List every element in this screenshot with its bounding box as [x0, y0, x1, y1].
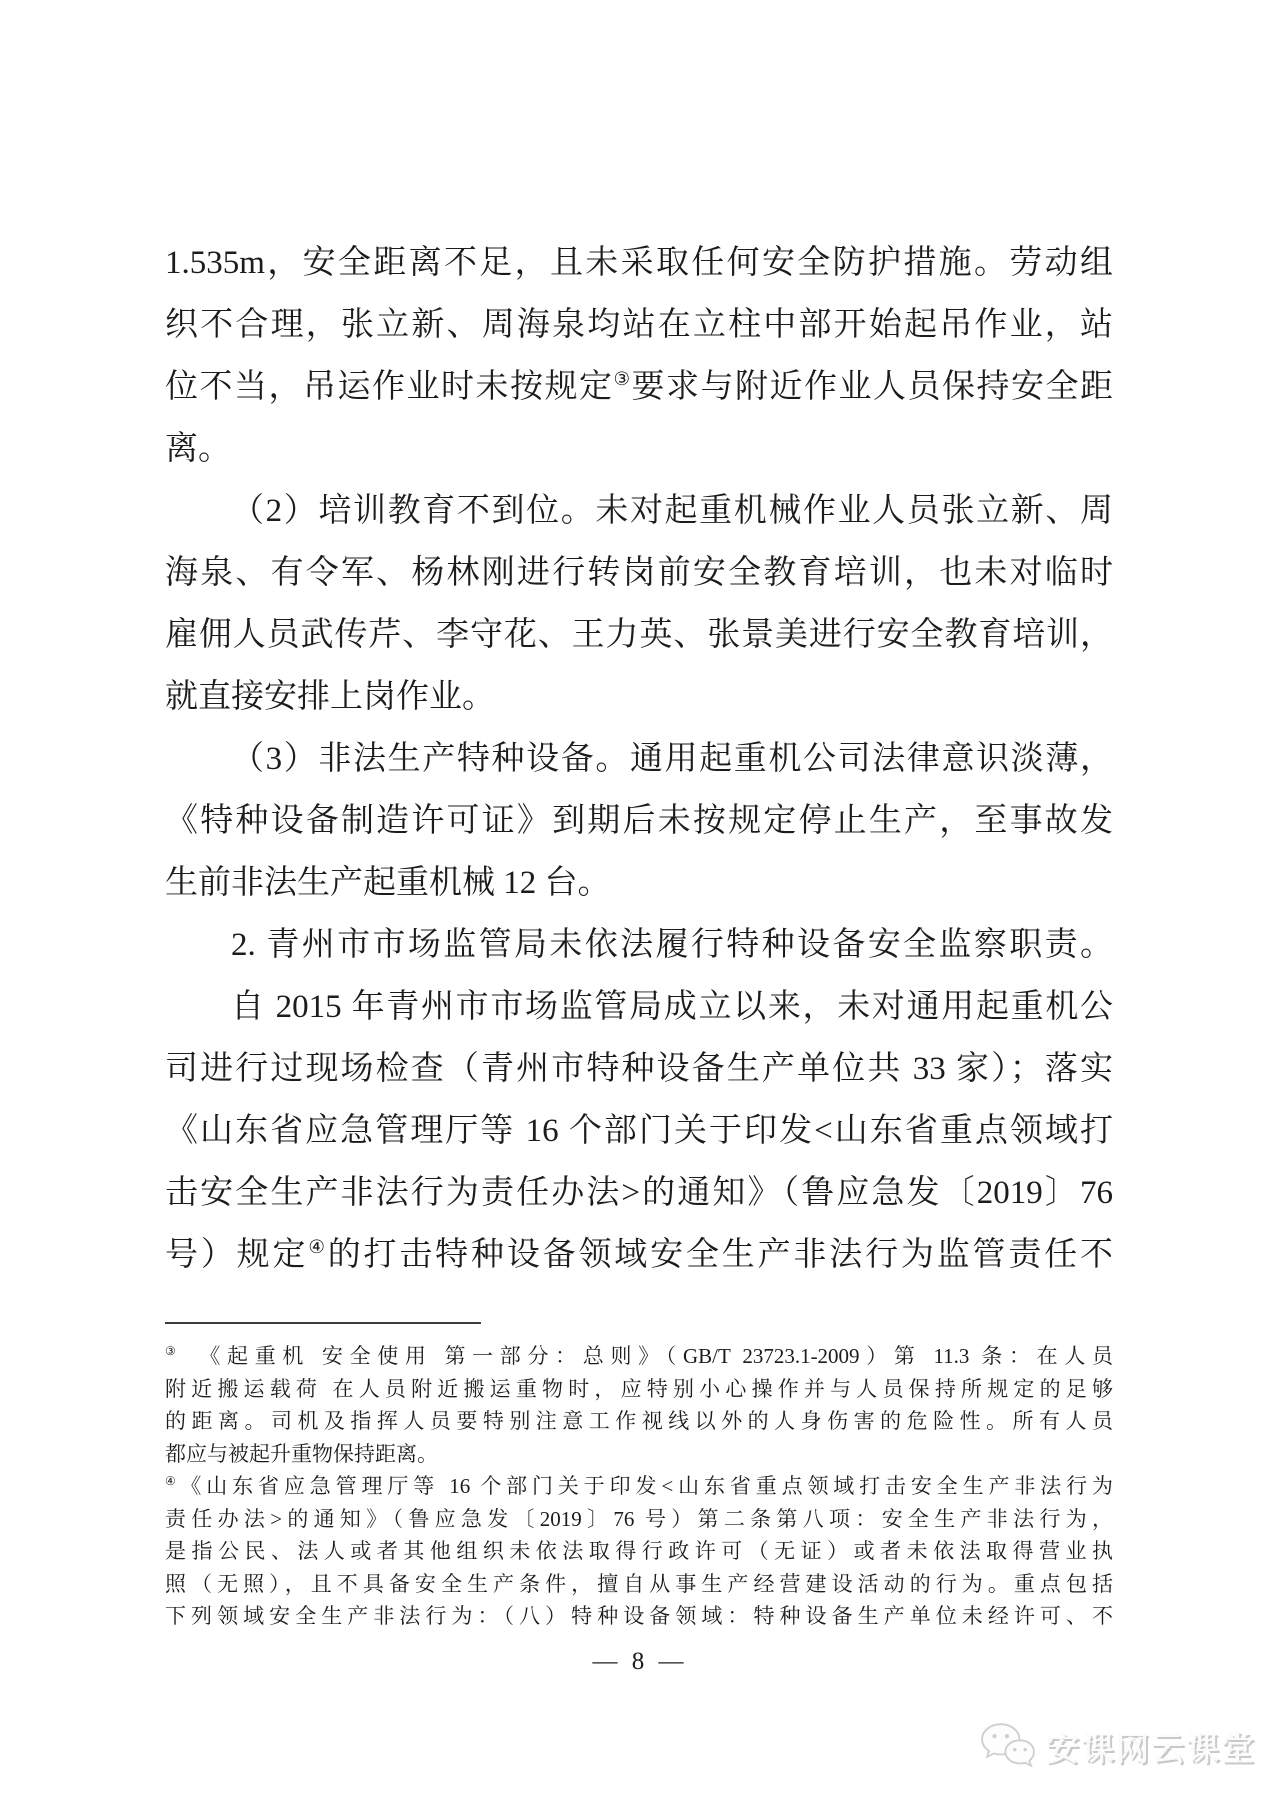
body-line: 1.535m，安全距离不足，且未采取任何安全防护措施。劳动组 — [165, 245, 1113, 281]
body-line: （2）培训教育不到位。未对起重机械作业人员张立新、周 — [231, 493, 1113, 529]
footnote-line: ③ 《起重机 安全使用 第一部分：总则》（GB/T 23723.1-2009）第 11.3 条：在人员 — [165, 1344, 1113, 1368]
body-line: （3）非法生产特种设备。通用起重机公司法律意识淡薄， — [231, 741, 1113, 777]
footnote-ref: ③ — [613, 369, 632, 389]
watermark-text: 安课网云课堂 — [1046, 1729, 1256, 1767]
body-line: 击安全生产非法行为责任办法>的通知》（鲁应急发〔2019〕76 — [165, 1175, 1113, 1211]
footnote-line: 附近搬运载荷 在人员附近搬运重物时，应特别小心操作并与人员保持所规定的足够 — [165, 1376, 1113, 1401]
watermark — [980, 1722, 1256, 1770]
body-line: 2. 青州市市场监管局未依法履行特种设备安全监察职责。 — [231, 927, 1113, 963]
body-line: 位不当，吊运作业时未按规定③要求与附近作业人员保持安全距 — [165, 369, 1114, 405]
footnote-line: 下列领域安全生产非法行为：（八）特种设备领域：特种设备生产单位未经许可、不 — [165, 1604, 1113, 1628]
footnote-line: 是指公民、法人或者其他组织未依法取得行政许可（无证）或者未依法取得营业执 — [165, 1539, 1113, 1563]
body-line: 雇佣人员武传芹、李守花、王力英、张景美进行安全教育培训， — [165, 617, 1113, 653]
body-line: 司进行过现场检查（青州市特种设备生产单位共 33 家）；落实 — [165, 1051, 1113, 1087]
footnote-line: 照（无照），且不具备安全生产条件，擅自从事生产经营建设活动的行为。重点包括 — [165, 1571, 1113, 1596]
body-line: 离。 — [165, 431, 231, 467]
footnote-line: ④《山东省应急管理厅等 16 个部门关于印发<山东省重点领域打击安全生产非法行为 — [165, 1474, 1113, 1498]
footnote-separator — [165, 1322, 481, 1324]
footnote-line: 责任办法>的通知》（鲁应急发〔2019〕76 号）第二条第八项：安全生产非法行为， — [165, 1506, 1113, 1531]
body-line: 《特种设备制造许可证》到期后未按规定停止生产，至事故发 — [165, 803, 1113, 839]
body-line: 织不合理，张立新、周海泉均站在立柱中部开始起吊作业，站 — [165, 307, 1113, 343]
footnote-line: 的距离。司机及指挥人员要特别注意工作视线以外的人身伤害的危险性。所有人员 — [165, 1409, 1113, 1433]
body-line: 号）规定④的打击特种设备领域安全生产非法行为监管责任不 — [165, 1237, 1114, 1273]
body-line: 自 2015 年青州市市场监管局成立以来，未对通用起重机公 — [231, 989, 1113, 1025]
body-line: 就直接安排上岗作业。 — [165, 679, 495, 715]
footnotes — [165, 1340, 1113, 1633]
footnote-ref: ④ — [308, 1237, 328, 1257]
body-line: 生前非法生产起重机械 12 台。 — [165, 865, 611, 901]
body-line: 《山东省应急管理厅等 16 个部门关于印发<山东省重点领域打 — [165, 1113, 1113, 1149]
page-number: — 8 — — [592, 1648, 688, 1675]
footnote-ref: ③ — [165, 1345, 183, 1358]
body-text — [165, 232, 1113, 1286]
footnote-ref: ④ — [165, 1475, 181, 1488]
wechat-icon — [980, 1722, 1036, 1770]
footnote-line: 都应与被起升重物保持距离。 — [165, 1441, 438, 1466]
body-line: 海泉、有令军、杨林刚进行转岗前安全教育培训，也未对临时 — [165, 555, 1113, 591]
